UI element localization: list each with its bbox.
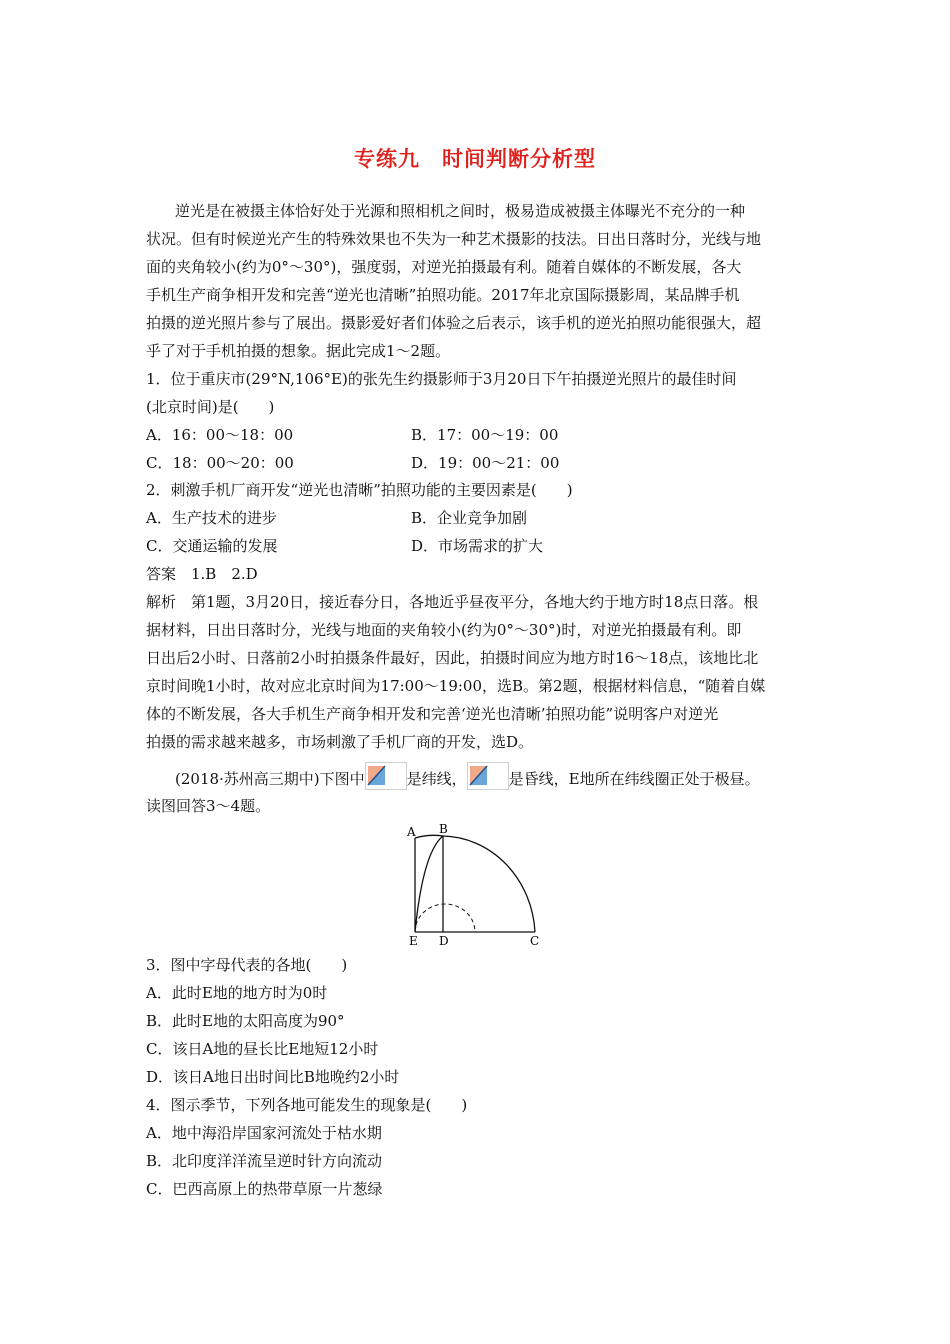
analysis-line-3: 日出后2小时、日落前2小时拍摄条件最好，因此，拍摄时间应为地方时16～18点，该地比北: [146, 649, 759, 667]
analysis-line-2: 据材料，日出日落时分，光线与地面的夹角较小(约为0°～30°)时，对逆光拍摄最有利。即: [146, 621, 742, 639]
label-e: E: [409, 934, 418, 946]
q4-option-c: C．巴西高原上的热带草原一片葱绿: [146, 1180, 383, 1198]
q2-option-b: B．企业竞争加剧: [411, 509, 528, 527]
q2-option-a: A．生产技术的进步: [146, 509, 277, 527]
dusk-line-legend-icon: [467, 762, 509, 790]
figure-lead-line-2: 读图回答3～4题。: [146, 797, 271, 815]
lead-part-1: (2018·苏州高三期中)下图中: [175, 770, 365, 788]
figure-lead-line-1: [175, 762, 760, 790]
q4-option-b: B．北印度洋洋流呈逆时针方向流动: [146, 1152, 383, 1170]
q1-stem-line-2: (北京时间)是( ): [146, 398, 275, 416]
q1-option-b: B．17：00～19：00: [411, 426, 559, 444]
intro-line-1: 逆光是在被摄主体恰好处于光源和照相机之间时，极易造成被摄主体曝光不充分的一种: [175, 202, 746, 220]
q3-option-a: A．此时E地的地方时为0时: [146, 984, 328, 1002]
lead-part-3: 是昏线，E地所在纬线圈正处于极昼。: [508, 770, 760, 788]
intro-line-4: 手机生产商争相开发和完善“逆光也清晰”拍照功能。2017年北京国际摄影周，某品牌手机: [146, 286, 740, 304]
page-title: 专练九 时间判断分析型: [354, 147, 596, 171]
latitude-line-legend-icon: [365, 762, 407, 790]
outer-arc: [443, 836, 535, 932]
q4-stem: 4．图示季节，下列各地可能发生的现象是( ): [146, 1096, 468, 1114]
q2-stem: 2．刺激手机厂商开发“逆光也清晰”拍照功能的主要因素是( ): [146, 481, 573, 499]
q1-stem-line-1: 1．位于重庆市(29°N,106°E)的张先生约摄影师于3月20日下午拍摄逆光照片的最佳时间: [146, 370, 737, 388]
q1-option-a: A．16：00～18：00: [146, 426, 294, 444]
analysis-line-6: 拍摄的需求越来越多，市场刺激了手机厂商的开发，选D。: [146, 733, 534, 751]
geography-diagram: [403, 822, 551, 946]
intro-line-3: 面的夹角较小(约为0°～30°)，强度弱，对逆光拍摄最有利。随着自媒体的不断发展，各大: [146, 258, 742, 276]
label-c: C: [530, 934, 540, 946]
answer-line: 答案 1.B 2.D: [146, 565, 258, 583]
intro-line-6: 乎了对于手机拍摄的想象。据此完成1～2题。: [146, 342, 451, 360]
label-b: B: [439, 822, 448, 836]
q2-option-c: C．交通运输的发展: [146, 537, 278, 555]
label-d: D: [439, 934, 449, 946]
analysis-line-4: 京时间晚1小时，故对应北京时间为17:00～19:00，选B。第2题，根据材料信息，“随着自媒: [146, 677, 766, 695]
dashed-semicircle: [415, 904, 475, 932]
q4-option-a: A．地中海沿岸国家河流处于枯水期: [146, 1124, 382, 1142]
intro-line-5: 拍摄的逆光照片参与了展出。摄影爱好者们体验之后表示，该手机的逆光拍照功能很强大，超: [146, 314, 762, 332]
q1-option-d: D．19：00～21：00: [411, 454, 560, 472]
q3-stem: 3．图中字母代表的各地( ): [146, 956, 348, 974]
q1-option-c: C．18：00～20：00: [146, 454, 294, 472]
lead-part-2: 是纬线，: [406, 770, 467, 788]
analysis-line-1: 解析 第1题，3月20日，接近春分日，各地近乎昼夜平分，各地大约于地方时18点日落。根: [146, 593, 759, 611]
label-a: A: [407, 825, 416, 839]
q3-option-d: D．该日A地日出时间比B地晚约2小时: [146, 1068, 400, 1086]
q3-option-c: C．该日A地的昼长比E地短12小时: [146, 1040, 379, 1058]
q3-option-b: B．此时E地的太阳高度为90°: [146, 1012, 345, 1030]
intro-line-2: 状况。但有时候逆光产生的特殊效果也不失为一种艺术摄影的技法。日出日落时分，光线与地: [146, 230, 762, 248]
analysis-line-5: 体的不断发展，各大手机生产商争相开发和完善‘逆光也清晰’拍照功能”说明客户对逆光: [146, 705, 719, 723]
q2-option-d: D．市场需求的扩大: [411, 537, 544, 555]
